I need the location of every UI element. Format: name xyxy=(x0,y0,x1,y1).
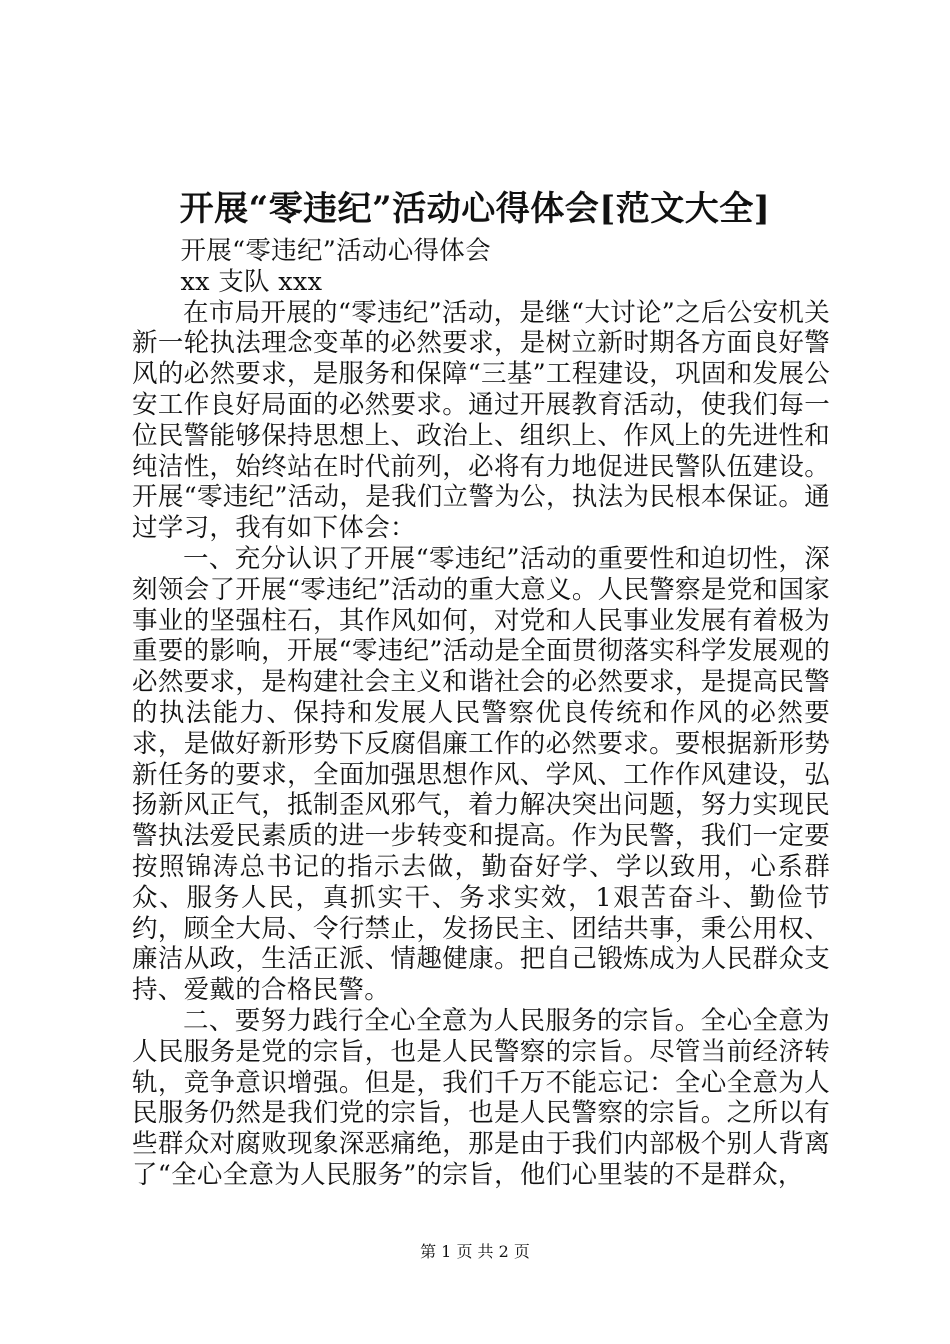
paragraph-intro: 在市局开展的“零违纪”活动，是继“大讨论”之后公安机关新一轮执法理念变革的必然要求，是树立新时期各方面良好警风的必然要求，是服务和保障“三基”工程建设，巩固和发展公安工作良好局面的必然要求。通过开展教育活动，使我们每一位民警能够保持思想上、政治上、组织上、作风上的先进性和纯洁性，始终站在时代前列，必将有力地促进民警队伍建设。开展“零违纪”活动，是我们立警为公，执法为民根本保证。通过学习，我有如下体会： xyxy=(132,297,830,544)
paragraph-section-two: 二、要努力践行全心全意为人民服务的宗旨。全心全意为人民服务是党的宗旨，也是人民警察的宗旨。尽管当前经济转轨，竞争意识增强。但是，我们千万不能忘记：全心全意为人民服务仍然是我们党的宗旨，也是人民警察的宗旨。之所以有些群众对腐败现象深恶痛绝，那是由于我们内部极个别人背离了“全心全意为人民服务”的宗旨，他们心里装的不是群众， xyxy=(132,1005,830,1190)
paragraph-section-one: 一、充分认识了开展“零违纪”活动的重要性和迫切性，深刻领会了开展“零违纪”活动的重大意义。人民警察是党和国家事业的坚强柱石，其作风如何，对党和人民事业发展有着极为重要的影响，开展“零违纪”活动是全面贯彻落实科学发展观的必然要求，是构建社会主义和谐社会的必然要求，是提高民警的执法能力、保持和发展人民警察优良传统和作风的必然要求，是做好新形势下反腐倡廉工作的必然要求。要根据新形势新任务的要求，全面加强思想作风、学风、工作作风建设，弘扬新风正气，抵制歪风邪气，着力解决突出问题，努力实现民警执法爱民素质的进一步转变和提高。作为民警，我们一定要按照锦涛总书记的指示去做，勤奋好学、学以致用，心系群众、服务人民，真抓实干、务求实效，1艰苦奋斗、勤俭节约，顾全大局、令行禁止，发扬民主、团结共事，秉公用权、廉洁从政，生活正派、情趣健康。把自己锻炼成为人民群众支持、爱戴的合格民警。 xyxy=(132,543,830,1006)
document-body xyxy=(132,236,830,1191)
document-subtitle: 开展“零违纪”活动心得体会 xyxy=(180,236,491,266)
page-footer: 第 1 页 共 2 页 xyxy=(420,1242,530,1261)
document-title: 开展“零违纪”活动心得体会[范文大全] xyxy=(179,189,771,229)
document-author: xx 支队 xxx xyxy=(180,266,323,297)
